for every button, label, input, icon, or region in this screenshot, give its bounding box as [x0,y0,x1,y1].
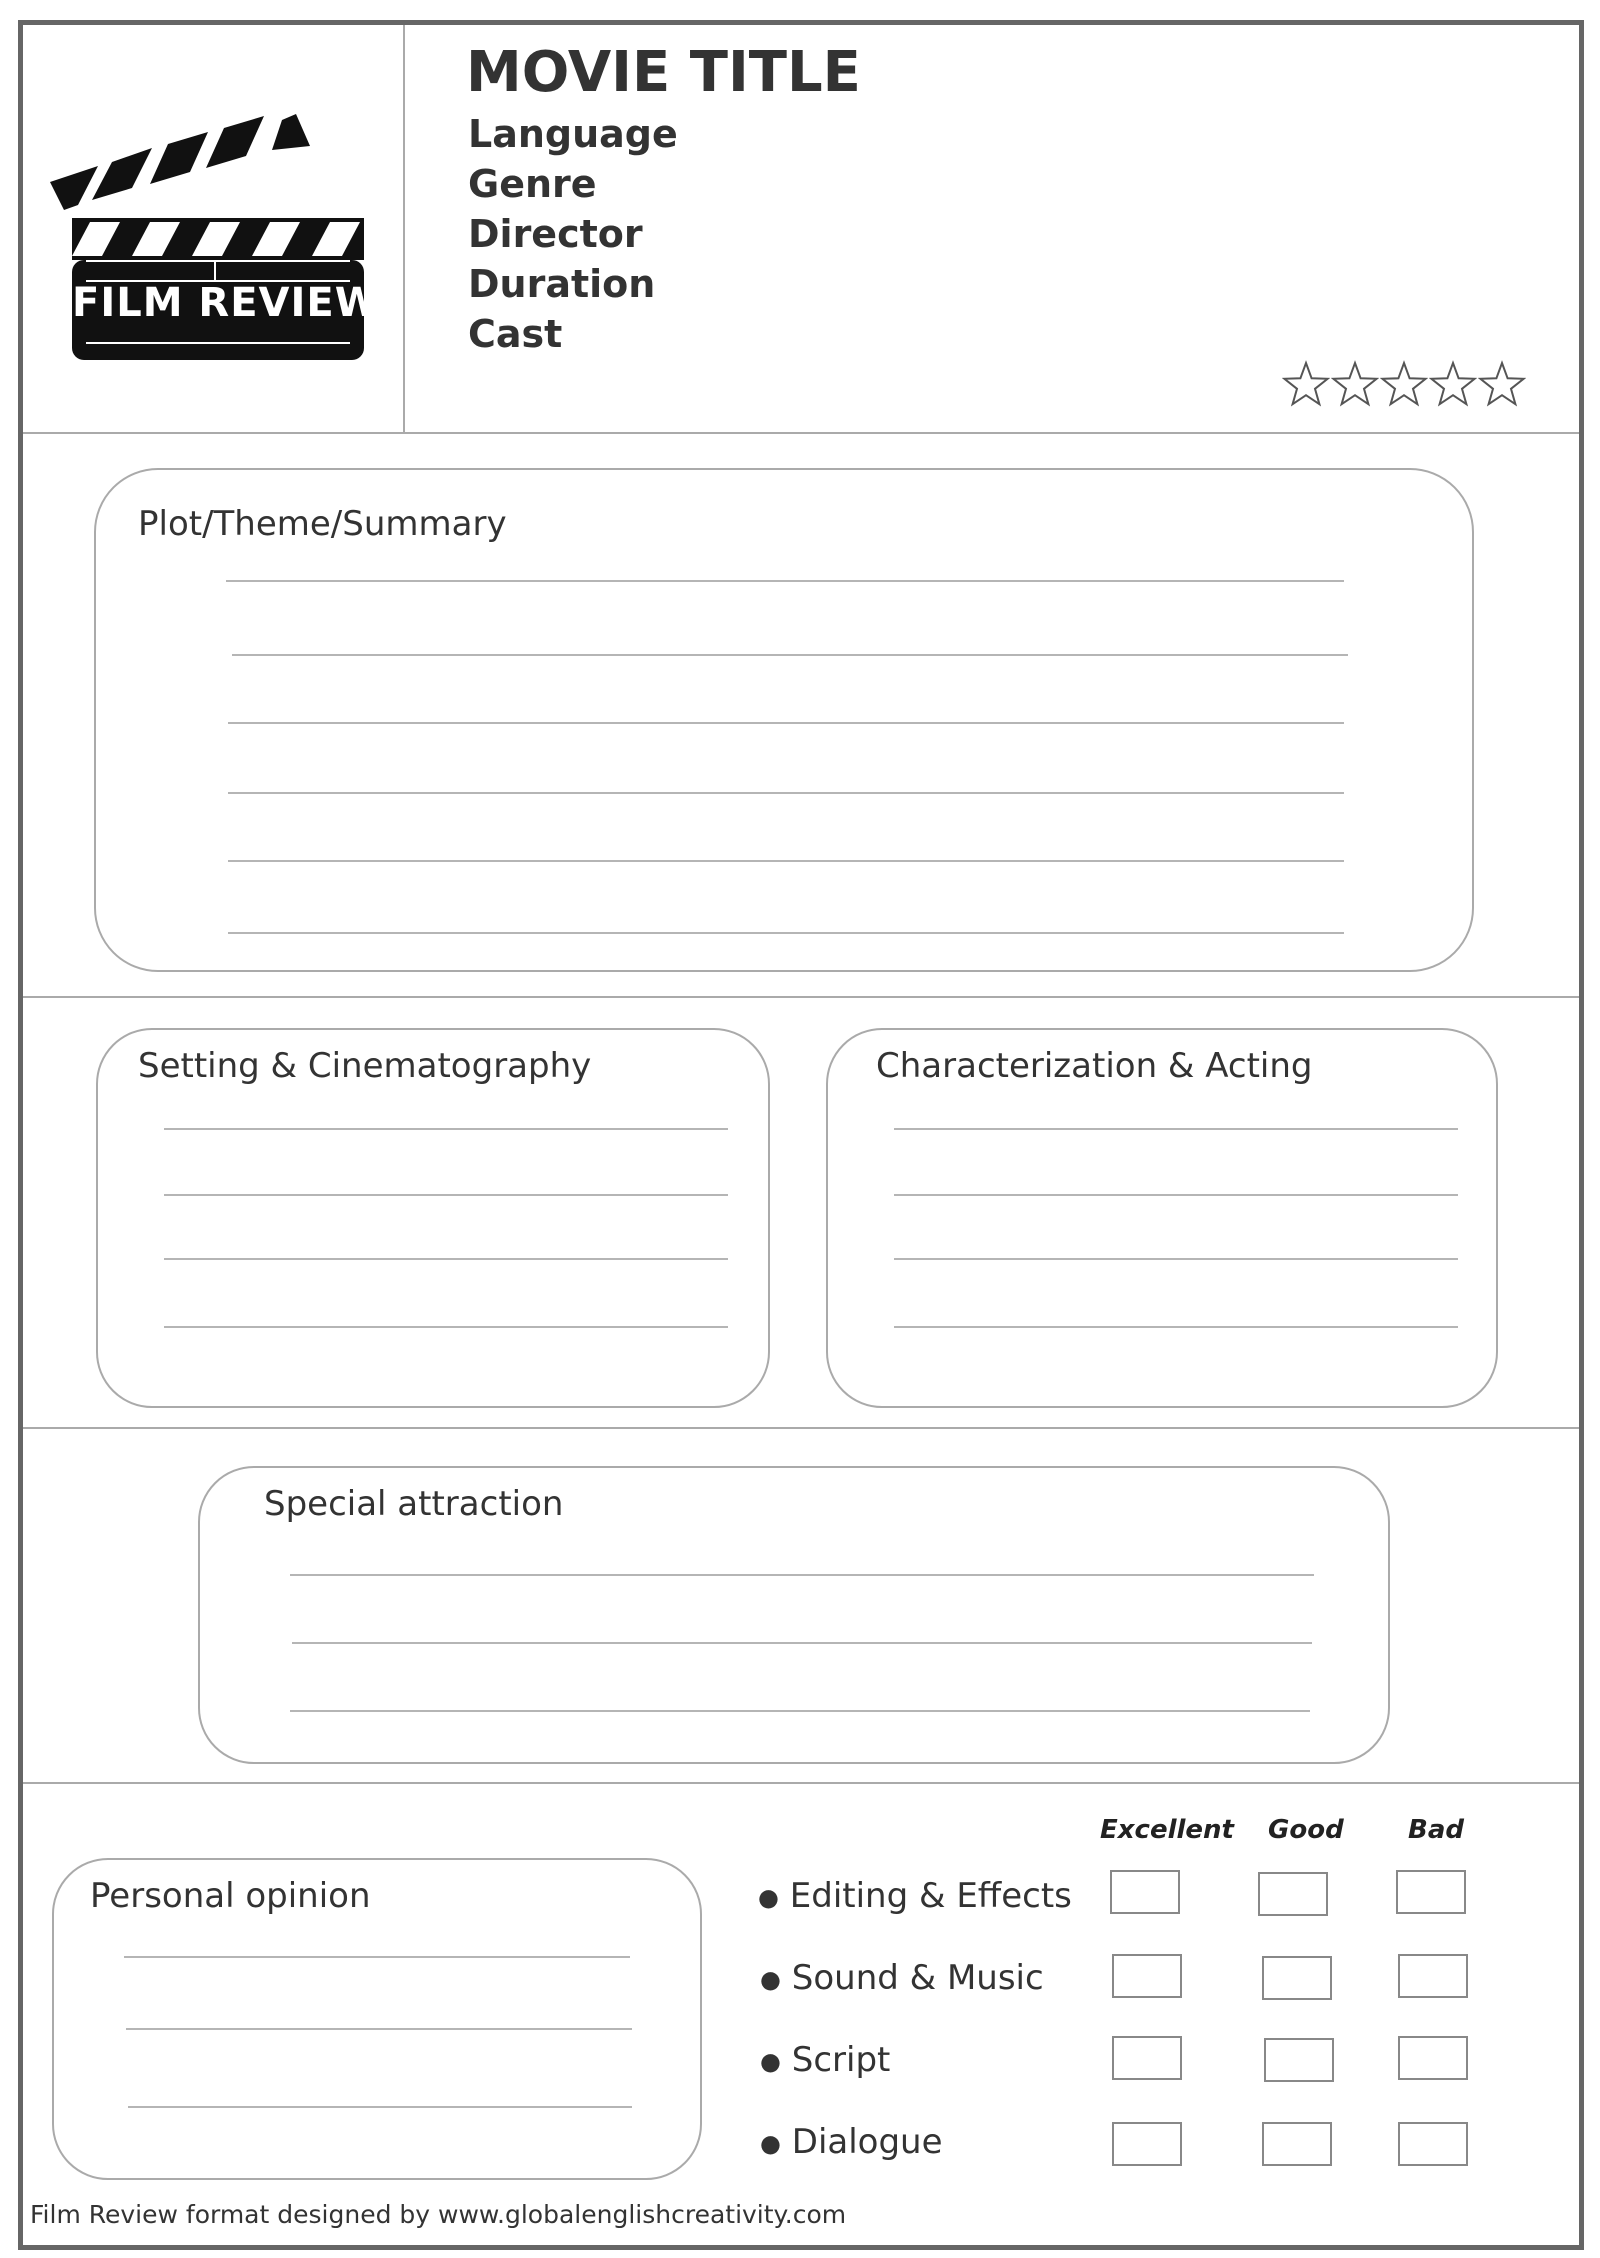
column-good: Good [1268,1815,1344,1845]
movie-title: MOVIE TITLE [466,40,861,105]
writing-line[interactable] [290,1710,1310,1712]
bullet-icon: ● [758,1883,779,1912]
header-divider [23,432,1579,434]
logo-text: FILM REVIEW [72,280,380,326]
footer-credit: Film Review format designed by www.globalenglishcreativity.com [30,2200,847,2229]
criterion-label: Script [791,2040,891,2080]
writing-line[interactable] [292,1642,1312,1644]
field-language: Language [468,112,678,156]
writing-line[interactable] [126,2028,632,2030]
special-title: Special attraction [264,1484,564,1524]
field-cast: Cast [468,312,563,356]
checkbox-sound-bad[interactable] [1398,1954,1468,1998]
field-duration: Duration [468,262,656,306]
writing-line[interactable] [128,2106,632,2108]
writing-line[interactable] [228,722,1344,724]
bullet-icon: ● [760,2129,781,2158]
star-icon[interactable] [1380,360,1428,408]
star-icon[interactable] [1429,360,1477,408]
logo-divider [403,25,405,432]
criterion-script [760,2040,890,2080]
checkbox-editing-bad[interactable] [1396,1870,1466,1914]
field-director: Director [468,212,643,256]
writing-line[interactable] [894,1128,1458,1130]
criterion-label: Dialogue [791,2122,943,2162]
checkbox-editing-excellent[interactable] [1110,1870,1180,1914]
special-divider [23,1782,1579,1784]
star-icon[interactable] [1282,360,1330,408]
opinion-title: Personal opinion [90,1876,371,1916]
writing-line[interactable] [124,1956,630,1958]
star-icon[interactable] [1331,360,1379,408]
criterion-label: Sound & Music [791,1958,1044,1998]
checkbox-script-good[interactable] [1264,2038,1334,2082]
checkbox-editing-good[interactable] [1258,1872,1328,1916]
criterion-editing [758,1876,1072,1916]
writing-line[interactable] [228,860,1344,862]
writing-line[interactable] [290,1574,1314,1576]
middle-divider [23,1427,1579,1429]
writing-line[interactable] [894,1258,1458,1260]
bullet-icon: ● [760,2047,781,2076]
writing-line[interactable] [164,1258,728,1260]
column-bad: Bad [1408,1815,1464,1845]
clapperboard-icon [50,110,380,365]
writing-line[interactable] [228,932,1344,934]
writing-line[interactable] [226,580,1344,582]
plot-divider [23,996,1579,998]
column-excellent: Excellent [1100,1815,1234,1845]
writing-line[interactable] [232,654,1348,656]
checkbox-script-excellent[interactable] [1112,2036,1182,2080]
writing-line[interactable] [164,1128,728,1130]
checkbox-dialogue-good[interactable] [1262,2122,1332,2166]
setting-title: Setting & Cinematography [138,1046,592,1086]
star-icon[interactable] [1478,360,1526,408]
criterion-dialogue [760,2122,943,2162]
checkbox-script-bad[interactable] [1398,2036,1468,2080]
criterion-label: Editing & Effects [789,1876,1072,1916]
plot-title: Plot/Theme/Summary [138,504,507,544]
checkbox-sound-good[interactable] [1262,1956,1332,2000]
writing-line[interactable] [228,792,1344,794]
criterion-sound [760,1958,1044,1998]
writing-line[interactable] [164,1194,728,1196]
field-genre: Genre [468,162,597,206]
checkbox-dialogue-excellent[interactable] [1112,2122,1182,2166]
checkbox-dialogue-bad[interactable] [1398,2122,1468,2166]
characterization-title: Characterization & Acting [876,1046,1313,1086]
writing-line[interactable] [164,1326,728,1328]
bullet-icon: ● [760,1965,781,1994]
writing-line[interactable] [894,1326,1458,1328]
checkbox-sound-excellent[interactable] [1112,1954,1182,1998]
writing-line[interactable] [894,1194,1458,1196]
